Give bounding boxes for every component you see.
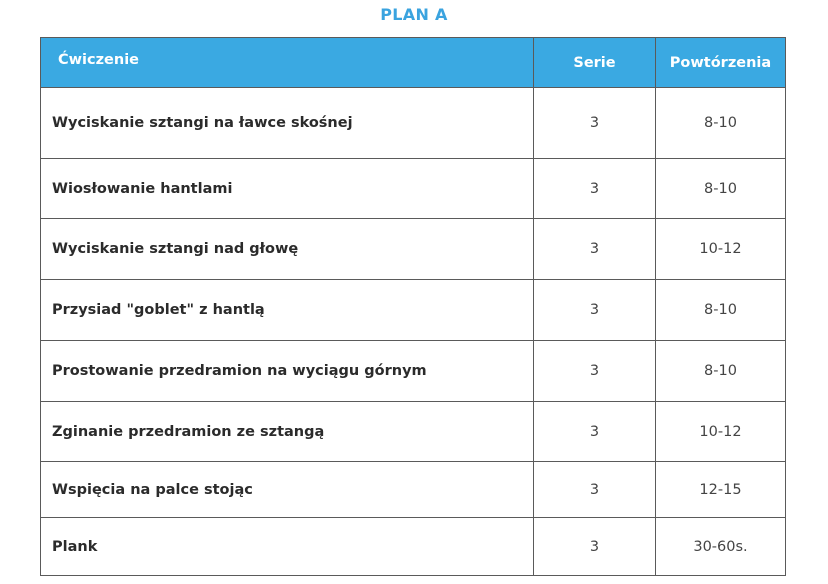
reps-cell: 8-10 [656,280,786,341]
reps-cell: 8-10 [656,88,786,159]
exercise-cell: Wyciskanie sztangi nad głowę [41,219,534,280]
sets-cell: 3 [534,280,656,341]
exercise-cell: Wyciskanie sztangi na ławce skośnej [41,88,534,159]
exercise-cell: Prostowanie przedramion na wyciągu górnym [41,341,534,402]
table-row [41,518,786,576]
exercise-cell: Zginanie przedramion ze sztangą [41,402,534,462]
reps-cell: 30-60s. [656,518,786,576]
reps-cell: 8-10 [656,159,786,219]
table-row [41,88,786,159]
header-exercise: Ćwiczenie [41,38,534,88]
reps-cell: 8-10 [656,341,786,402]
table-row [41,280,786,341]
sets-cell: 3 [534,402,656,462]
table-row [41,159,786,219]
exercise-cell: Plank [41,518,534,576]
workout-plan-table [40,37,786,576]
header-sets: Serie [534,38,656,88]
header-reps: Powtórzenia [656,38,786,88]
sets-cell: 3 [534,88,656,159]
table-row [41,402,786,462]
sets-cell: 3 [534,341,656,402]
sets-cell: 3 [534,518,656,576]
exercise-cell: Wspięcia na palce stojąc [41,462,534,518]
page-title: PLAN A [380,5,448,24]
table-row [41,462,786,518]
exercise-cell: Wiosłowanie hantlami [41,159,534,219]
table-row [41,341,786,402]
reps-cell: 10-12 [656,402,786,462]
sets-cell: 3 [534,462,656,518]
sets-cell: 3 [534,159,656,219]
exercise-cell: Przysiad "goblet" z hantlą [41,280,534,341]
table-header-row [41,38,786,88]
sets-cell: 3 [534,219,656,280]
table-row [41,219,786,280]
reps-cell: 12-15 [656,462,786,518]
reps-cell: 10-12 [656,219,786,280]
